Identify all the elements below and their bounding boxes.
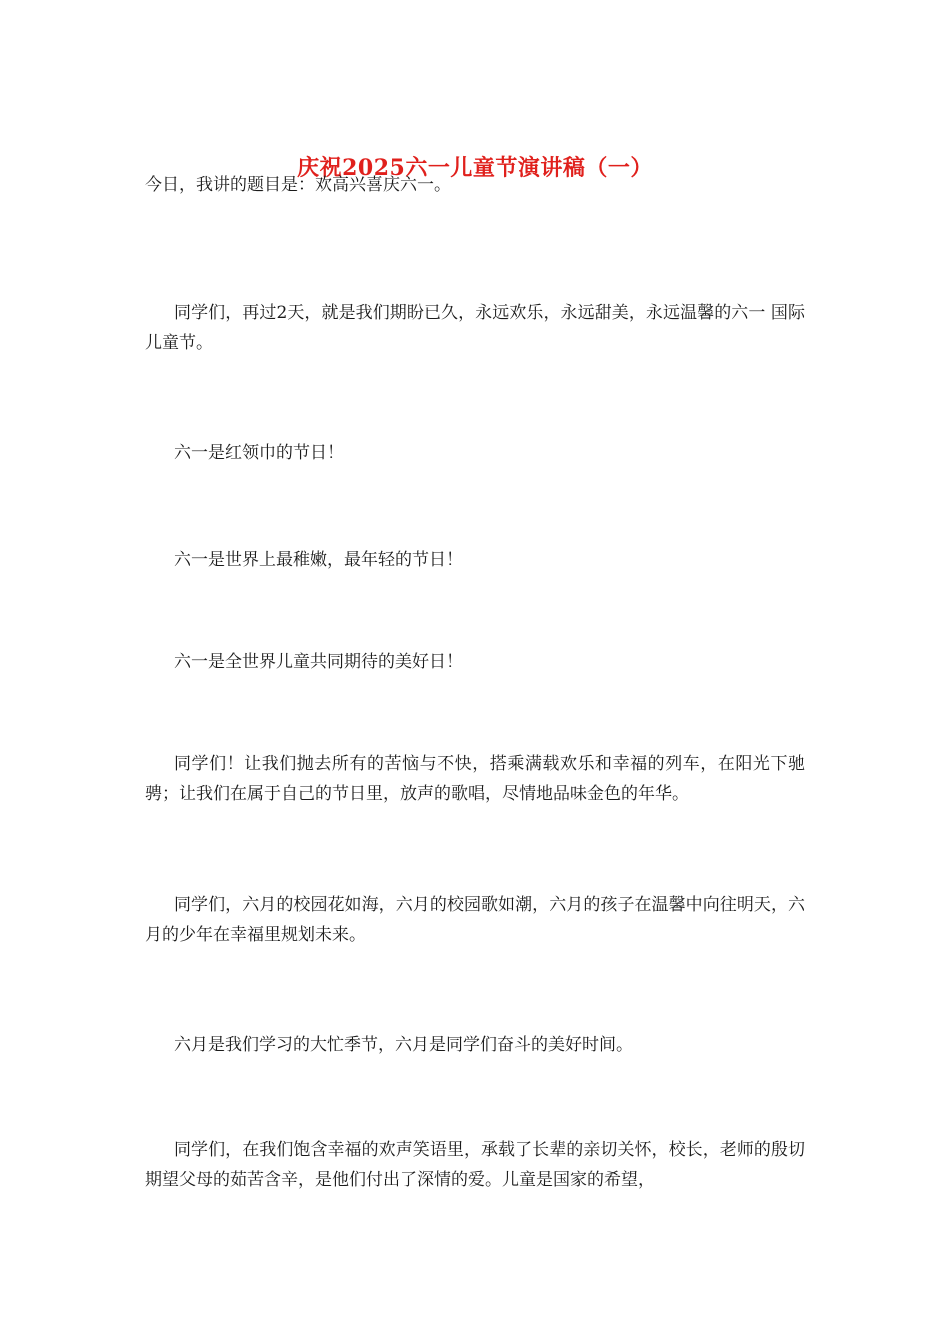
paragraph-8: 同学们，在我们饱含幸福的欢声笑语里，承载了长辈的亲切关怀，校长，老师的殷切期望父母的茹苦含辛，是他们付出了深情的爱。儿童是国家的希望， <box>145 1140 805 1190</box>
paragraph-2: 六一是红领巾的节日！ <box>174 443 344 463</box>
paragraph-5: 同学们！让我们抛去所有的苦恼与不快，搭乘满载欢乐和幸福的列车，在阳光下驰骋；让我们在属于自己的节日里，放声的歌唱，尽情地品味金色的年华。 <box>145 754 805 804</box>
paragraph-6: 同学们，六月的校园花如海，六月的校园歌如潮，六月的孩子在温馨中向往明天，六月的少年在幸福里规划未来。 <box>145 895 805 945</box>
paragraph-intro: 今日，我讲的题目是：欢高兴喜庆六一。 <box>145 175 451 195</box>
paragraph-1: 同学们，再过2天，就是我们期盼已久，永远欢乐，永远甜美，永远温馨的六一 国际儿童节。 <box>145 303 805 353</box>
document-title: 庆祝2025六一儿童节演讲稿（一） <box>297 155 653 181</box>
paragraph-7: 六月是我们学习的大忙季节，六月是同学们奋斗的美好时间。 <box>174 1035 633 1055</box>
paragraph-4: 六一是全世界儿童共同期待的美好日！ <box>174 652 463 672</box>
paragraph-3: 六一是世界上最稚嫩，最年轻的节日！ <box>174 550 463 570</box>
